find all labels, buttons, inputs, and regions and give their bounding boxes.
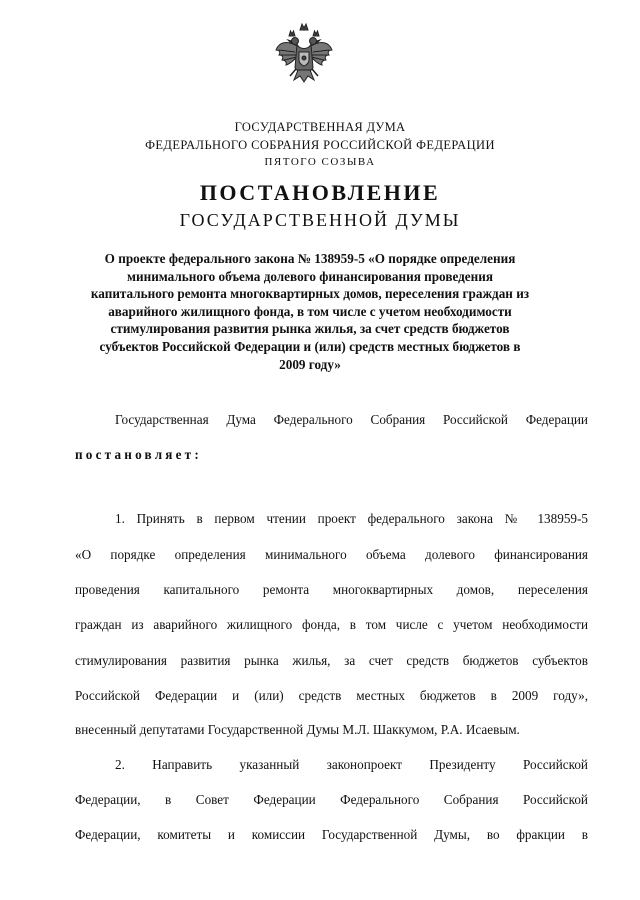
org-line-convocation: ПЯТОГО СОЗЫВА bbox=[264, 156, 376, 168]
paragraph-1-line: граждан из аварийного жилищного фонда, в том числе с учетом необходимости bbox=[75, 617, 588, 632]
paragraph-2-line: 2. Направить указанный законопроект Президенту Российской bbox=[115, 757, 588, 772]
preamble-text: Государственная Дума Федерального Собрания Российской Федерации bbox=[115, 412, 588, 427]
paragraph-1-line: внесенный депутатами Государственной Думы М.Л. Шаккумом, Р.А. Исаевым. bbox=[75, 722, 520, 737]
russian-coat-of-arms-icon bbox=[273, 20, 335, 94]
paragraph-2-line: Федерации, комитеты и комиссии Государственной Думы, во фракции в bbox=[75, 827, 588, 842]
document-subject: О проекте федерального закона № 138959-5 «О порядке определения минимального объема долевого финансирования проведения капитального ремонта многоквартирных домов, переселения граждан из аварийного жилищного фонда, в том числе с учетом необходимости стимулирования развития рынка жилья, за счет средств бюджетов субъектов Российской Федерации и (или) средств местных бюджетов в 2009 году» bbox=[90, 251, 530, 372]
paragraph-1-line: 1. Принять в первом чтении проект федерального закона № 138959-5 bbox=[115, 511, 588, 526]
paragraph-1-line: Российской Федерации и (или) средств местных бюджетов в 2009 году», bbox=[75, 688, 588, 703]
document-type-title: ПОСТАНОВЛЕНИЕ bbox=[199, 180, 441, 205]
paragraph-1-line: стимулирования развития рынка жилья, за счет средств бюджетов субъектов bbox=[75, 653, 588, 668]
document-authority-title: ГОСУДАРСТВЕННОЙ ДУМЫ bbox=[179, 210, 461, 230]
org-line-duma: ГОСУДАРСТВЕННАЯ ДУМА bbox=[234, 120, 406, 134]
paragraph-1-line: проведения капитального ремонта многоквартирных домов, переселения bbox=[75, 582, 588, 597]
org-line-federal-assembly: ФЕДЕРАЛЬНОГО СОБРАНИЯ РОССИЙСКОЙ ФЕДЕРАЦИИ bbox=[145, 138, 495, 152]
paragraph-2-line: Федерации, в Совет Федерации Федерального Собрания Российской bbox=[75, 792, 588, 807]
decree-word: постановляет: bbox=[75, 447, 202, 462]
paragraph-1-line: «О порядке определения минимального объема долевого финансирования bbox=[75, 547, 588, 562]
